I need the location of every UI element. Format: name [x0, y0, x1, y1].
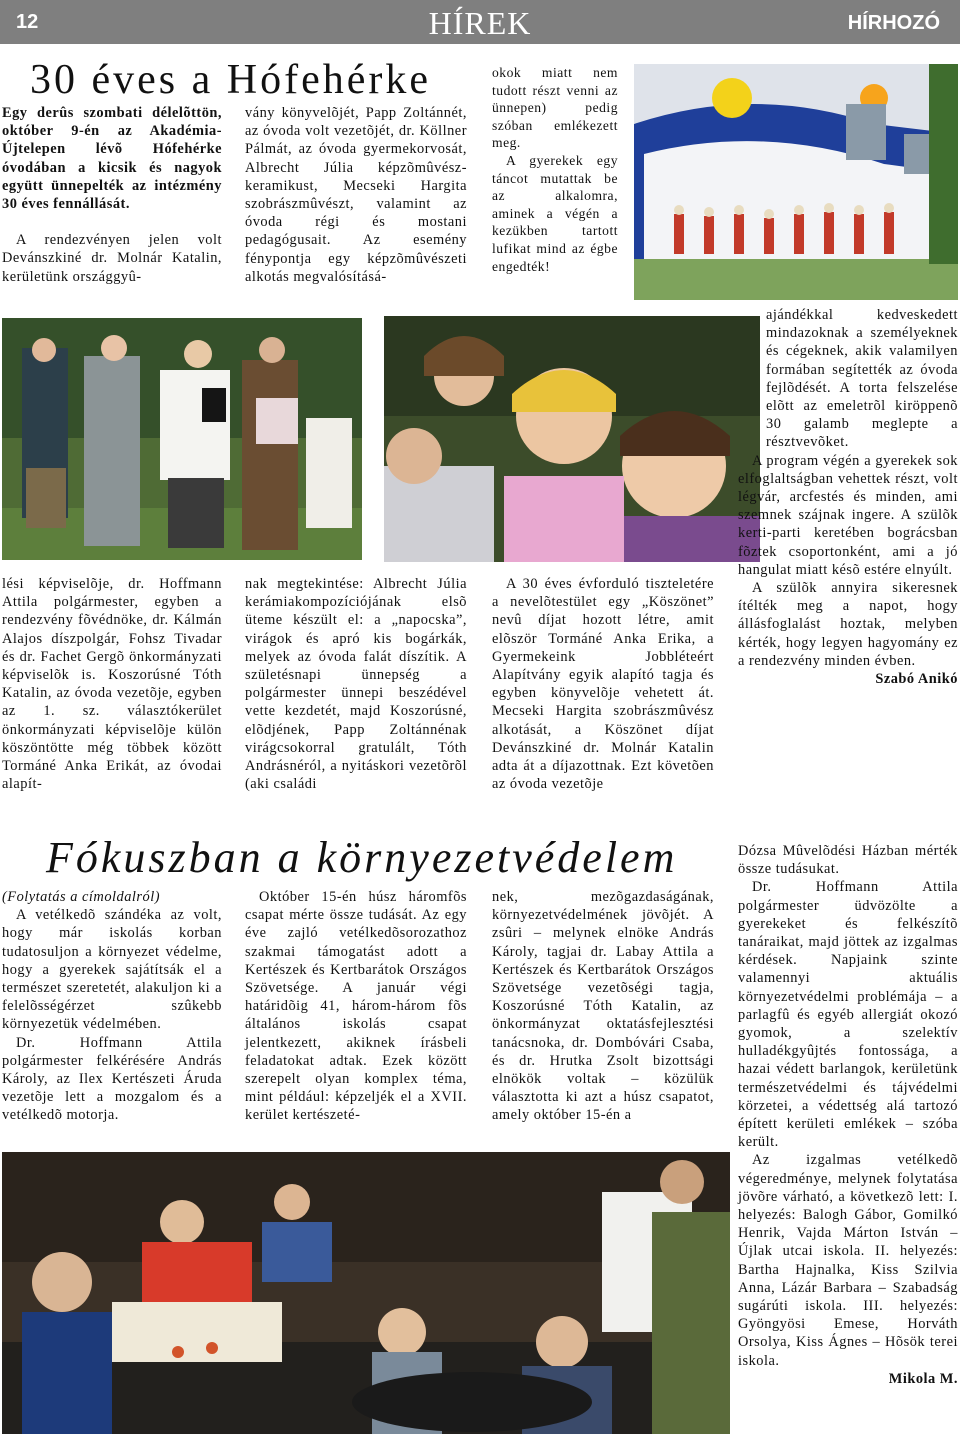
article1-paragraph: A 30 éves évforduló tiszteletére a nevelõtestület egy „Köszönet” nevû díjat hozott létre, amit elõször Tormáné Anka Erika, a Gyermekeink Jobbléteért Alapítvány egyik alapító tagja és egyben könyvelõje vehetett át. Mecseki Hargita szobrászmûvész alkotását, a Köszönet díjat Devánszkiné dr. Molnár Katalin adta át a díjazottnak. Ezt követõen az óvoda vezetõje — [492, 576, 714, 793]
quiz-teams-photo — [2, 1152, 730, 1434]
rubric-title: HÍRHOZÓ — [847, 12, 940, 34]
article1-lead: Egy derûs szombati délelõttön, október 9-én az Akadémia-Újtelepen lévõ Hófehérke óvodában a kicsik és nagyok együtt ünnepelték az intézmény 30 éves fennállását. — [2, 105, 222, 213]
article2-paragraph: nek, mezõgazdaságának, környezetvédelmének jövõjét. A zsûri – melynek elnöke András Károly, tagjai dr. Labay Attila a Kertészek és Kertbarátok Országos Szövetsége vezetõségi tagja, Koszorúsné Tóth Katalin, az önkormányzat oktatásfejlesztési tanácsnoka, dr. Dombóvári Csaba, és dr. Hrutka Zsolt bizottsági elnökök voltak – közülük választotta ki azt a húsz csapatot, amely október 15-én a — [492, 889, 714, 1124]
article1-paragraph: vány könyvelõjét, Papp Zoltánnét, az óvoda volt vezetõjét, dr. Köllner Pálmát, az óvoda gyermekorvosát, Albrecht Júlia képzõmûvész-keramikust, Mecseki Hargita szobrászmûvészt, valamint az óvoda régi és mostani pedagógusait. Az esemény fénypontja egy képzõmûvészeti alkotás megvalósításá- — [245, 105, 467, 285]
article2-paragraph: Az izgalmas vetélkedõ végeredménye, melynek folytatása jövõre várható, a következõ lett: I. helyezés: Balogh Gábor, Gomilkó Henrik, Vajda Márton István – Újlak utcai iskola. II. helyezés: Bartha Hajnalka, Kiss Szilvia Anna, Lázár Barbara – Szabadság sugárúti iskola. III. helyezés: Gyöngyösi Emese, Horváth Orsolya, Kiss Ágnes – Hõsök terei iskola. — [738, 1152, 958, 1369]
article1-paragraph: A rendezvényen jelen volt Devánszkiné dr. Molnár Katalin, kerületünk országgyû- — [2, 232, 222, 285]
article1-signature: Szabó Anikó — [875, 671, 958, 688]
article2-signature: Mikola M. — [888, 1370, 958, 1387]
article1-column-3-top — [492, 64, 618, 275]
article1-column-2-bottom — [245, 575, 467, 793]
article2-title: Fókuszban a környezetvédelem — [46, 833, 678, 882]
article2-column-2 — [245, 888, 467, 1125]
article1-column-1-bottom — [2, 575, 222, 793]
article1-title: 30 éves a Hófehérke — [30, 57, 431, 103]
article1-column-1-top — [2, 104, 222, 286]
article2-paragraph: Dózsa Mûvelõdési Házban mérték össze tudásukat. — [738, 843, 958, 878]
article2-paragraph: Dr. Hoffmann Attila polgármester felkérésére András Károly, az Ilex Kertészeti Áruda vezetõje lett a mozgalom és a vetélkedõ motorja. — [2, 1034, 222, 1124]
article1-paragraph: A gyerekek egy táncot mutattak be az alkalomra, aminek a végén a kezükben tartott lufikat mind az égbe engedték! — [492, 152, 618, 274]
article2-paragraph: A vetélkedõ szándéka az volt, hogy már iskolás korban tudatosuljon a környezet védelme, hogy a gyerekek sajátítsák el a természet szeretetét, alakuljon ki a felelõsségérzet szûkebb környezetük védelmében. — [2, 907, 222, 1033]
page-number: 12 — [16, 11, 39, 33]
article1-paragraph: lési képviselõje, dr. Hoffmann Attila polgármester, egyben a rendezvény fõvédnöke, dr. Kálmán Alajos díszpolgár, Fohsz Tivadar és dr. Fachet Gergõ önkormányzati képviselõk is. Koszorúsné Tóth Katalin, az óvoda vezetõje, egyben az 1. sz. választókerület önkormányzati képviselõje külön köszöntötte még többek között Tormáné Anka Erikát, az óvodai alapít- — [2, 576, 222, 793]
article2-paragraph: Október 15-én húsz háromfõs csapat mérte össze tudását. Az egy éve zajló vetélkedõsorozathoz szakmai támogatást adott a Kertészek és Kertbarátok Országos Szövetsége. A január végi határidõig 41, három-három fõs általános iskolás csapat jelentkezett, akiknek írásbeli feladatokat adtak. Ezek között szerepelt olyan komplex téma, mint például: képzeljék el a XVII. kerület kertészeté- — [245, 889, 467, 1124]
kindergarten-building-photo — [634, 64, 958, 300]
page-header — [0, 0, 960, 44]
article2-column-3 — [492, 888, 714, 1125]
continued-note: (Folytatás a címoldalról) — [2, 889, 160, 905]
article1-column-4 — [738, 306, 958, 688]
article2-column-1 — [2, 888, 222, 1125]
article1-paragraph: okok miatt nem tudott részt venni az ünnepen) pedig szóban emlékezett meg. — [492, 65, 618, 151]
article2-paragraph: Dr. Hoffmann Attila polgármester üdvözölte a gyerekeket és felkészítõ tanáraikat, majd jöttek az izgalmas kérdések. Napjaink szinte valamennyi aktuális környezetvédelmi problémája – a parlagfû és egyéb allergiát okozó gyomok, a szelektív hulladékgyûjtés fontossága, a hazai védett barlangok, kerületünk természetvédelmi és tájvédelmi körzetei, a védettség alá tartozó épített kerületi emlékek – szóba került. — [738, 879, 958, 1151]
article2-column-4 — [738, 842, 958, 1388]
article1-paragraph: nak megtekintése: Albrecht Júlia kerámiakompozíciójának elsõ üteme készült el: a „napocska”, virágok és apró kis bogárkák, melyek az óvoda falát díszítik. A születésnapi ünnepség a polgármester ünnepi beszédével vette kezdetét, majd Koszorúsné, elõdjének, Papp Zoltánnénak virágcsokorral gratulált, Tóth Andrásnéról, a nyitáskori vezetõrõl (aki családi — [245, 576, 467, 793]
article1-paragraph: ajándékkal kedveskedett mindazoknak a személyeknek és cégeknek, akik valamilyen formában segítették az óvoda fejlõdését. A torta felszelése elõtt az emeletrõl kiröppenõ 30 galamb meglepte a résztvevõket. — [766, 307, 958, 451]
article1-paragraph: A program végén a gyerekek sok elfoglaltságban vehettek részt, volt légvár, arcfestés és minden, ami szemnek szájnak ingere. A szülõk kerti-parti keretében bográcsban fõztek csoportonként, ami a jó hangulat miatt késõ estére elnyúlt. — [738, 452, 958, 578]
children-photo — [384, 316, 760, 562]
guests-photo — [2, 318, 362, 560]
article1-column-3-bottom — [492, 575, 714, 793]
section-title: HÍREK — [428, 5, 532, 41]
article1-column-2-top — [245, 104, 467, 286]
article1-paragraph: A szülõk annyira sikeresnek ítélték meg a napot, hogy állásfoglalást hoztak, melyben kérték, hogy legyen hagyomány ez a rendezvény minden évben. — [738, 580, 958, 669]
